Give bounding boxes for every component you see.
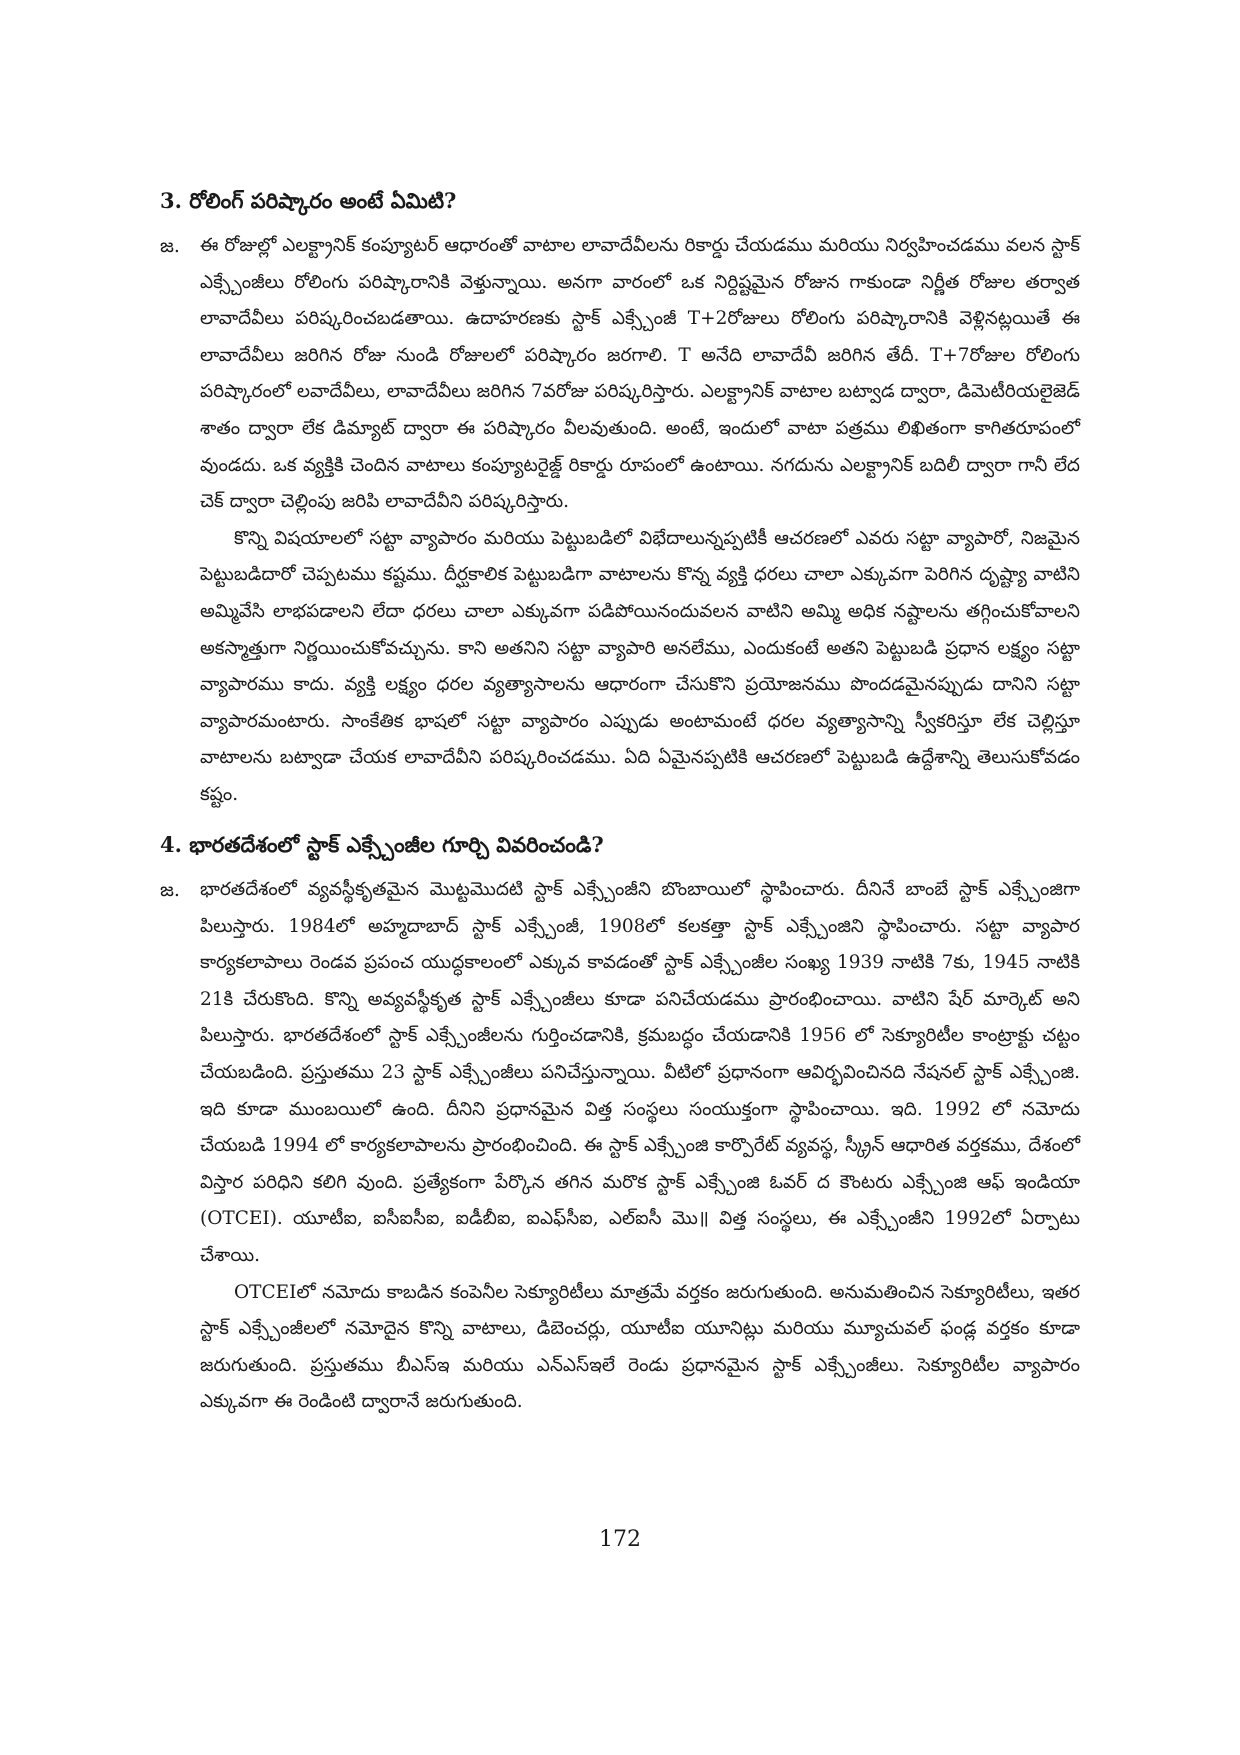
answer-marker: జ. [160, 235, 180, 257]
question-4-answer [160, 872, 1080, 1421]
question-3-answer [160, 228, 1080, 814]
answer-body [200, 872, 1080, 1421]
answer-marker: జ. [160, 879, 180, 901]
question-4-paragraph-1: భారతదేశంలో వ్యవస్థీకృతమైన మొట్టమొదటి స్టాక్ ఎక్స్చేంజీని బొంబాయిలో స్థాపించారు. దీనినే బాంబే స్టాక్ ఎక్స్చేంజిగా పిలుస్తారు. 1984లో అహ్మదాబాద్ స్టాక్ ఎక్స్చేంజీ, 1908లో కలకత్తా స్టాక్ ఎక్స్చేంజిని స్థాపించారు. సట్టా వ్యాపార కార్యకలాపాలు రెండవ ప్రపంచ యుద్ధకాలంలో ఎక్కువ కావడంతో స్టాక్ ఎక్స్చేంజీల సంఖ్య 1939 నాటికి 7కు, 1945 నాటికి 21కి చేరుకొంది. కొన్ని అవ్యవస్థీకృత స్టాక్ ఎక్స్చేంజీలు కూడా పనిచేయడము ప్రారంభించాయి. వాటిని షేర్ మార్కెట్ అని పిలుస్తారు. భారతదేశంలో స్టాక్ ఎక్స్చేంజీలను గుర్తించడానికి, క్రమబద్ధం చేయడానికి 1956 లో సెక్యూరిటీల కాంట్రాక్టు చట్టం చేయబడింది. ప్రస్తుతము 23 స్టాక్ ఎక్స్చేంజీలు పనిచేస్తున్నాయి. వీటిలో ప్రధానంగా ఆవిర్భవించినది నేషనల్ స్టాక్ ఎక్స్చేంజి. ఇది కూడా ముంబయిలో ఉంది. దీనిని ప్రధానమైన విత్త సంస్థలు సంయుక్తంగా స్థాపించాయి. ఇది. 1992 లో నమోదు చేయబడి 1994 లో కార్యకలాపాలను ప్రారంభించింది. ఈ స్టాక్ ఎక్స్చేంజి కార్పొరేట్ వ్యవస్థ, స్క్రీన్ ఆధారిత వర్తకము, దేశంలో విస్తార పరిధిని కలిగి వుంది. ప్రత్యేకంగా పేర్కొన తగిన మరొక స్టాక్ ఎక్స్చేంజి ఓవర్ ద కౌంటరు ఎక్స్చేంజి ఆఫ్ ఇండియా (OTCEI). యూటీఐ, ఐసీఐసీఐ, ఐడీబీఐ, ఐఎఫ్‌సీఐ, ఎల్ఐసీ మొ॥ విత్త సంస్థలు, ఈ ఎక్స్చేంజీని 1992లో ఏర్పాటు చేశాయి. [200, 879, 1080, 1266]
question-4-paragraph-2: OTCEIలో నమోదు కాబడిన కంపెనీల సెక్యూరిటీలు మాత్రమే వర్తకం జరుగుతుంది. అనుమతించిన సెక్యూరిటీలు, ఇతర స్టాక్ ఎక్స్చేంజీలలో నమోదైన కొన్ని వాటాలు, డిబెంచర్లు, యూటీఐ యూనిట్లు మరియు మ్యూచువల్ ఫండ్ల వర్తకం కూడా జరుగుతుంది. ప్రస్తుతము బీఎస్ఇ మరియు ఎన్ఎస్ఇలే రెండు ప్రధానమైన స్టాక్ ఎక్స్చేంజీలు. సెక్యూరిటీల వ్యాపారం ఎక్కువగా ఈ రెండింటి ద్వారానే జరుగుతుంది. [200, 1281, 1080, 1413]
question-3-heading: 3. రోలింగ్ పరిష్కారం అంటే ఏమిటి? [160, 188, 457, 213]
page-number: 172 [599, 1527, 641, 1552]
answer-body [200, 228, 1080, 814]
question-3-paragraph-1: ఈ రోజుల్లో ఎలక్ట్రానిక్ కంప్యూటర్ ఆధారంతో వాటాల లావాదేవీలను రికార్డు చేయడము మరియు నిర్వహించడము వలన స్టాక్ ఎక్స్చేంజీలు రోలింగు పరిష్కారానికి వెళ్తున్నాయి. అనగా వారంలో ఒక నిర్దిష్టమైన రోజున గాకుండా నిర్ణీత రోజుల తర్వాత లావాదేవీలు పరిష్కరించబడతాయి. ఉదాహరణకు స్టాక్ ఎక్స్చేంజీ T+2రోజులు రోలింగు పరిష్కారానికి వెళ్లినట్లయితే ఈ లావాదేవీలు జరిగిన రోజు నుండి రోజులలో పరిష్కారం జరగాలి. T అనేది లావాదేవీ జరిగిన తేదీ. T+7రోజుల రోలింగు పరిష్కారంలో లవాదేవీలు, లావాదేవీలు జరిగిన 7వరోజు పరిష్కరిస్తారు. ఎలక్ట్రానిక్ వాటాల బట్వాడ ద్వారా, డిమెటీరియలైజెడ్ శాతం ద్వారా లేక డిమ్యాట్ ద్వారా ఈ పరిష్కారం వీలవుతుంది. అంటే, ఇందులో వాటా పత్రము లిఖితంగా కాగితరూపంలో వుండదు. ఒక వ్యక్తికి చెందిన వాటాలు కంప్యూటరైజ్డ్ రికార్డు రూపంలో ఉంటాయి. నగదును ఎలక్ట్రానిక్ బదిలీ ద్వారా గానీ లేద చెక్ ద్వారా చెల్లింపు జరిపి లావాదేవీని పరిష్కరిస్తారు. [200, 235, 1080, 513]
question-4-heading: 4. భారతదేశంలో స్టాక్ ఎక్స్చేంజీల గూర్చి వివరించండి? [160, 832, 604, 857]
question-3-paragraph-2: కొన్ని విషయాలలో సట్టా వ్యాపారం మరియు పెట్టుబడిలో విభేదాలున్నప్పటికీ ఆచరణలో ఎవరు సట్టా వ్యాపారో, నిజమైన పెట్టుబడిదారో చెప్పటము కష్టము. దీర్ఘకాలిక పెట్టుబడిగా వాటాలను కొన్న వ్యక్తి ధరలు చాలా ఎక్కువగా పెరిగిన దృష్ట్యా వాటిని అమ్మివేసి లాభపడాలని లేదా ధరలు చాలా ఎక్కువగా పడిపోయినందువలన వాటిని అమ్మి అధిక నష్టాలను తగ్గించుకోవాలని అకస్మాత్తుగా నిర్ణయించుకోవచ్చును. కాని అతనిని సట్టా వ్యాపారి అనలేము, ఎందుకంటే అతని పెట్టుబడి ప్రధాన లక్ష్యం సట్టా వ్యాపారము కాదు. వ్యక్తి లక్ష్యం ధరల వ్యత్యాసాలను ఆధారంగా చేసుకొని ప్రయోజనము పొందడమైనప్పుడు దానిని సట్టా వ్యాపారమంటారు. సాంకేతిక భాషలో సట్టా వ్యాపారం ఎప్పుడు అంటామంటే ధరల వ్యత్యాసాన్ని స్వీకరిస్తూ లేక చెల్లిస్తూ వాటాలను బట్వాడా చేయక లావాదేవీని పరిష్కరించడము. ఏది ఏమైనప్పటికి ఆచరణలో పెట్టుబడి ఉద్దేశాన్ని తెలుసుకోవడం కష్టం. [200, 527, 1080, 805]
